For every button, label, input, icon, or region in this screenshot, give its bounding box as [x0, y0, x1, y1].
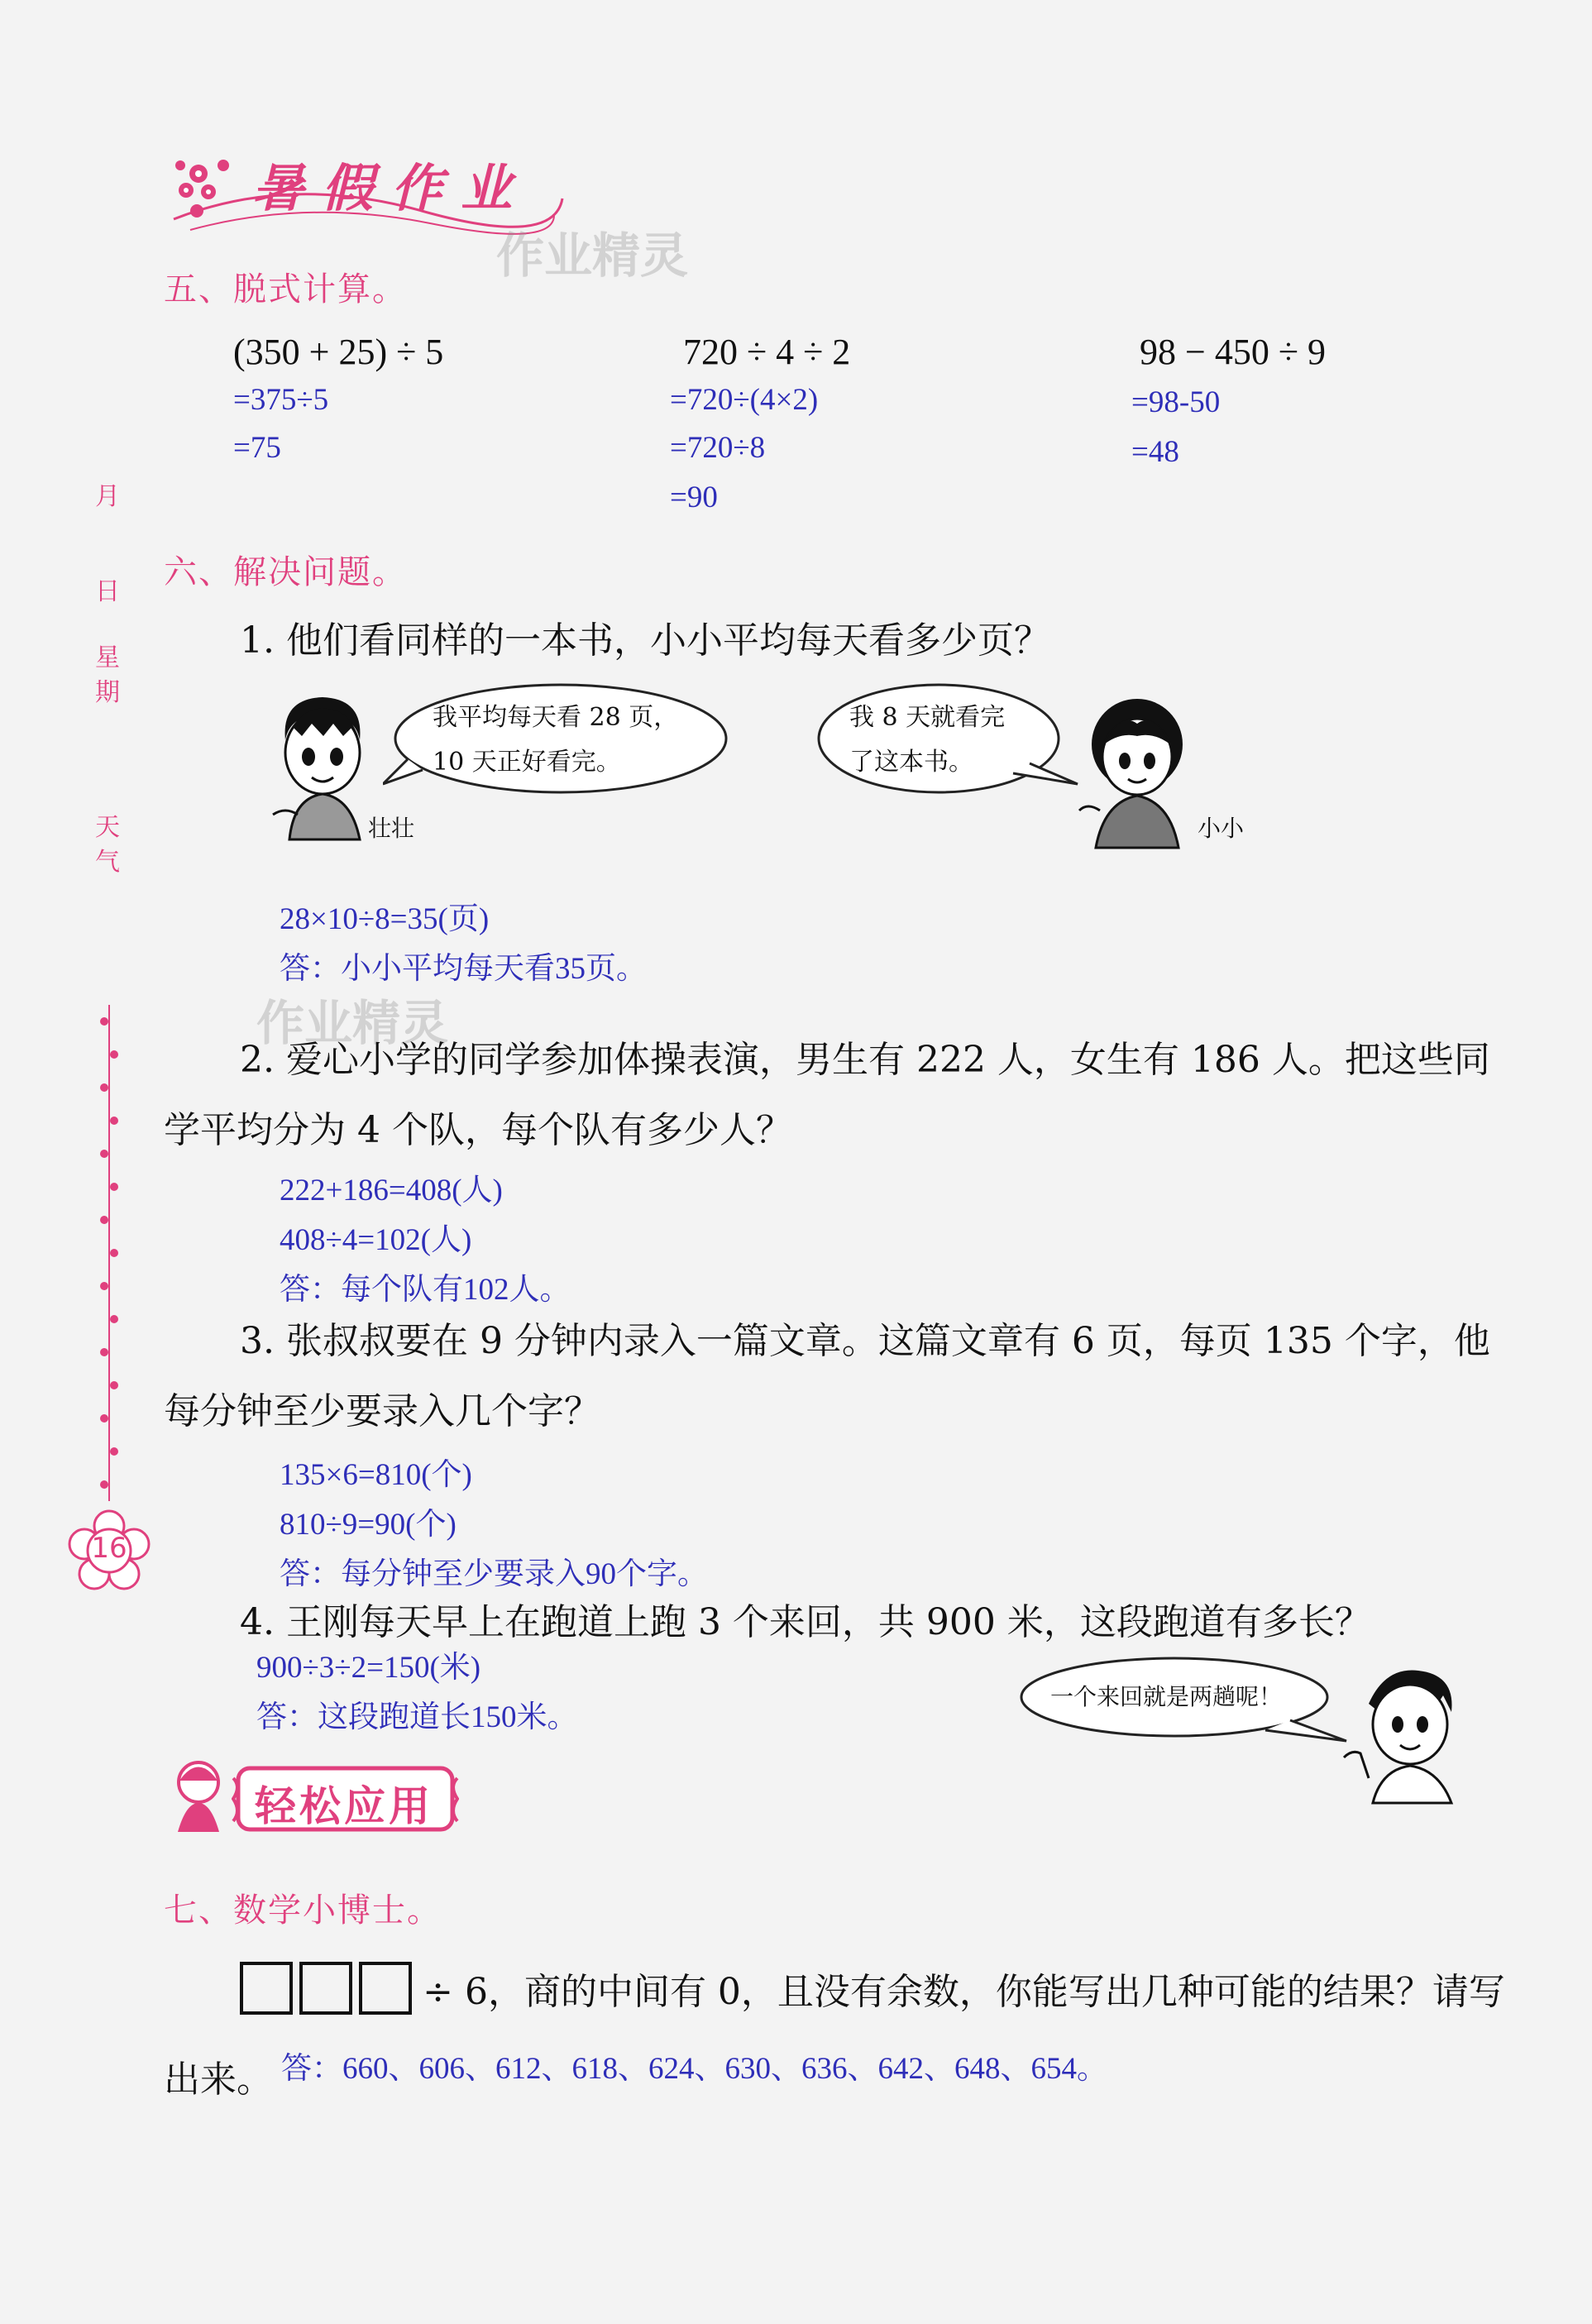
bubble-left-line: 10 天正好看完。	[433, 748, 621, 777]
blank-digit-box[interactable]	[299, 1962, 352, 2015]
question-1-text: 1. 他们看同样的一本书，小小平均每天看多少页？	[240, 619, 1050, 662]
sidebar-vine-decoration	[99, 1005, 119, 1501]
problem-1-step: =375÷5	[233, 383, 329, 417]
girl-banner-icon	[170, 1757, 227, 1836]
problem-3-step: =48	[1131, 435, 1179, 469]
watermark: 作业精灵	[496, 227, 689, 284]
sidebar-weekday: 期	[95, 678, 120, 707]
bubble-right-line: 我 8 天就看完	[849, 703, 1006, 732]
q2-answer-line: 答：每个队有102人。	[280, 1273, 571, 1307]
problem-1-expression: (350 + 25) ÷ 5	[233, 332, 444, 372]
question-7-line1	[240, 1962, 1505, 2015]
header-title: 暑假作业	[252, 158, 531, 218]
bubble-q4-text: 一个来回就是两趟呢！	[1050, 1683, 1283, 1710]
question-3-line1: 3. 张叔叔要在 9 分钟内录入一篇文章。这篇文章有 6 页，每页 135 个字，他	[240, 1320, 1490, 1362]
boy-pointing-illustration	[1336, 1662, 1476, 1807]
problem-1-step: =75	[233, 431, 281, 465]
boy-zhuangzhuang-illustration	[269, 691, 376, 848]
problem-2-step: =720÷(4×2)	[670, 383, 819, 417]
question-3-line2: 每分钟至少要录入几个字？	[164, 1390, 600, 1432]
bubble-left-line: 我平均每天看 28 页，	[433, 703, 679, 732]
q3-answer-line: 答：每分钟至少要录入90个字。	[280, 1557, 708, 1591]
problem-3-step: =98-50	[1131, 385, 1221, 419]
question-7-text: ÷ 6，商的中间有 0，且没有余数，你能写出几种可能的结果？请写	[423, 1971, 1505, 2013]
problem-3-expression: 98 − 450 ÷ 9	[1140, 332, 1326, 372]
page-number: 16	[91, 1532, 127, 1565]
sidebar-weekday: 星	[95, 643, 120, 672]
watermark: 作业精灵	[256, 995, 449, 1051]
girl-xiaoxiao-illustration	[1075, 686, 1199, 852]
sidebar-weather: 天	[95, 813, 120, 842]
blank-digit-box[interactable]	[359, 1962, 412, 2015]
sidebar-month: 月	[95, 482, 120, 511]
sidebar-weather: 气	[95, 848, 120, 877]
q1-answer-line: 答：小小平均每天看35页。	[280, 952, 647, 986]
sidebar-day: 日	[95, 577, 120, 606]
q3-answer-line: 810÷9=90(个)	[280, 1508, 457, 1542]
name-zhuangzhuang: 壮壮	[368, 815, 415, 842]
q4-answer-line: 答：这段跑道长150米。	[256, 1700, 578, 1734]
speech-bubble-right	[815, 681, 1079, 801]
question-2-line2: 学平均分为 4 个队，每个队有多少人？	[164, 1109, 792, 1151]
bubble-right-line: 了这本书。	[849, 748, 973, 777]
question-7-line2-prefix: 出来。	[164, 2059, 273, 2101]
q3-answer-line: 135×6=810(个)	[280, 1458, 472, 1492]
banner-label: 轻松应用	[255, 1782, 433, 1830]
q2-answer-line: 222+186=408(人)	[280, 1174, 503, 1207]
q2-answer-line: 408÷4=102(人)	[280, 1223, 472, 1257]
question-2-line1: 2. 爱心小学的同学参加体操表演，男生有 222 人，女生有 186 人。把这些同	[240, 1039, 1490, 1081]
problem-2-expression: 720 ÷ 4 ÷ 2	[683, 332, 851, 372]
page-number-badge	[68, 1509, 151, 1592]
speech-bubble-left	[383, 681, 730, 801]
section-6-title: 六、解决问题。	[164, 553, 407, 591]
question-4-text: 4. 王刚每天早上在跑道上跑 3 个来回，共 900 米，这段跑道有多长？	[240, 1601, 1371, 1643]
q1-answer-line: 28×10÷8=35(页)	[280, 902, 490, 936]
banner-frame	[232, 1762, 459, 1836]
name-xiaoxiao: 小小	[1198, 815, 1245, 842]
q4-answer-line: 900÷3÷2=150(米)	[256, 1651, 481, 1685]
speech-bubble-q4	[1017, 1654, 1348, 1745]
problem-2-step: =720÷8	[670, 431, 766, 465]
blank-digit-box[interactable]	[240, 1962, 293, 2015]
problem-2-step: =90	[670, 481, 718, 514]
q7-answer: 答：660、606、612、618、624、630、636、642、648、654。	[281, 2052, 1107, 2086]
section-7-title: 七、数学小博士。	[164, 1891, 442, 1929]
section-5-title: 五、脱式计算。	[164, 270, 407, 308]
